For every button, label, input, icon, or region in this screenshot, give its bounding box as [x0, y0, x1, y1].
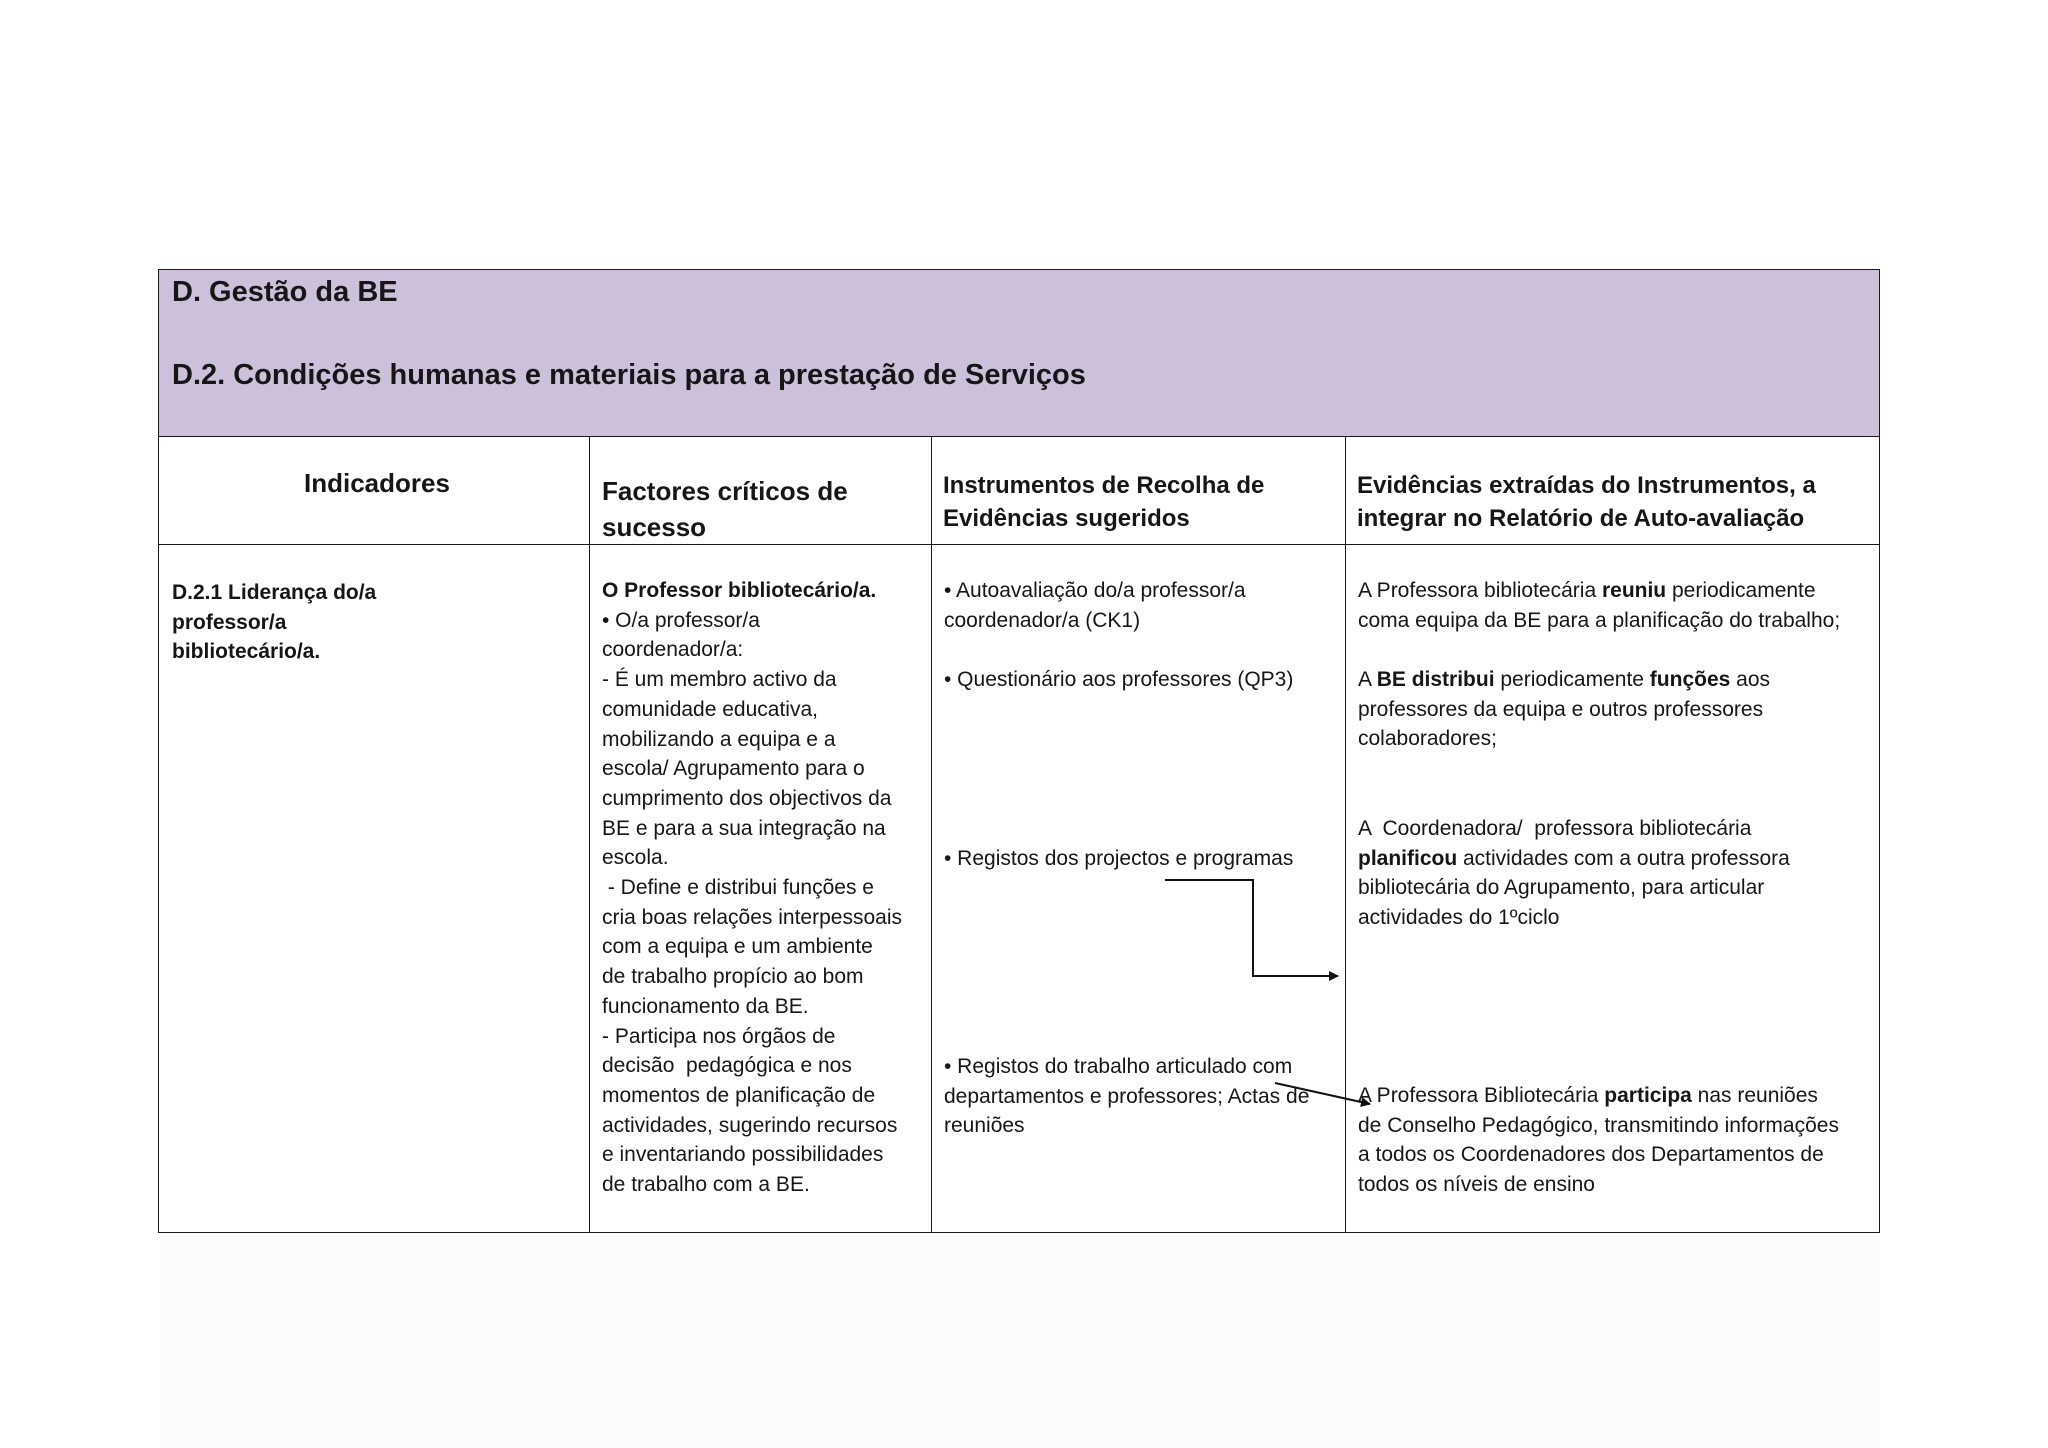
factores-line: com a equipa e um ambiente	[602, 935, 873, 959]
header-instrumentos	[943, 469, 1264, 535]
evidencia-text: A Professora bibliotecária	[1358, 579, 1602, 602]
instrumento-line: coordenador/a (CK1)	[944, 608, 1141, 632]
evidencia-line	[1358, 665, 1770, 695]
factores-line: actividades, sugerindo recursos	[602, 1113, 898, 1137]
table-body-row	[159, 545, 1879, 1232]
factores-cell	[602, 576, 902, 1200]
instrumento-item-4	[944, 1052, 1309, 1141]
evidencia-1	[1358, 576, 1840, 635]
instrumento-line: departamentos e professores; Actas de	[944, 1084, 1310, 1108]
factores-heading: O Professor bibliotecário/a.	[602, 579, 877, 602]
evidencia-line: A Coordenadora/ professora bibliotecária	[1358, 817, 1752, 840]
instrumento-item-1	[944, 576, 1246, 635]
evidencia-line: bibliotecária do Agrupamento, para articular	[1358, 876, 1765, 900]
evidencia-text: A Professora Bibliotecária	[1358, 1084, 1605, 1107]
evidencia-line	[1358, 576, 1840, 606]
header-evidencias	[1357, 469, 1816, 535]
factores-line: momentos de planificação de	[602, 1083, 876, 1107]
evidencia-emphasis: planificou	[1358, 846, 1458, 870]
instrumento-line: • Registos dos projectos e programas	[944, 847, 1294, 870]
factores-line: coordenador/a:	[602, 638, 744, 662]
header-factores-line: sucesso	[602, 512, 707, 542]
evidencia-4	[1358, 1081, 1839, 1200]
factores-line: decisão pedagógica e nos	[602, 1054, 852, 1078]
evidencia-line	[1358, 844, 1790, 874]
indicador-line: bibliotecário/a.	[172, 640, 321, 664]
header-instrumentos-line: Instrumentos de Recolha de	[943, 472, 1265, 499]
instrumento-line: • Questionário aos professores (QP3)	[944, 668, 1294, 691]
factores-line: - Define e distribui funções e	[602, 876, 874, 900]
evidencia-text: periodicamente	[1494, 668, 1650, 691]
instrumento-line: • Registos do trabalho articulado com	[944, 1055, 1293, 1078]
factores-line: comunidade educativa,	[602, 697, 818, 721]
evidencia-emphasis: reuniu	[1601, 579, 1667, 602]
evidencia-line: a todos os Coordenadores dos Departamentos de	[1358, 1143, 1824, 1167]
evidencia-line: de Conselho Pedagógico, transmitindo informações	[1358, 1113, 1839, 1137]
instrumento-line: reuniões	[944, 1114, 1025, 1138]
header-factores	[602, 473, 848, 545]
evidencia-text: nas reuniões	[1691, 1084, 1818, 1107]
instrumento-line: • Autoavaliação do/a professor/a	[944, 579, 1246, 602]
evidencia-line: actividades do 1ºciclo	[1358, 906, 1560, 930]
factores-line: cumprimento dos objectivos da	[602, 786, 892, 810]
factores-line: - É um membro activo da	[602, 668, 837, 692]
header-factores-line: Factores críticos de	[602, 476, 848, 506]
factores-line: • O/a professor/a	[602, 608, 760, 632]
section-subtitle: D.2. Condições humanas e materiais para a prestação de Serviços	[172, 359, 1086, 391]
section-title: D. Gestão da BE	[172, 276, 398, 308]
page-lower-shade	[160, 1232, 1880, 1448]
instrumento-item-2	[944, 665, 1293, 695]
factores-line: de trabalho com a BE.	[602, 1173, 810, 1197]
evidencia-text: aos	[1730, 668, 1771, 691]
factores-line: escola.	[602, 846, 669, 870]
instrumento-item-3	[944, 844, 1293, 874]
factores-line: - Participa nos órgãos de	[602, 1024, 836, 1048]
table-header-row	[159, 437, 1879, 545]
header-indicadores: Indicadores	[304, 468, 450, 498]
evidencia-text: actividades com a outra professora	[1457, 846, 1790, 870]
factores-line: escola/ Agrupamento para o	[602, 757, 865, 781]
factores-line: BE e para a sua integração na	[602, 816, 886, 840]
header-evidencias-line: integrar no Relatório de Auto-avaliação	[1357, 505, 1805, 532]
factores-line: cria boas relações interpessoais	[602, 905, 902, 929]
indicador-line: D.2.1 Liderança do/a	[172, 581, 377, 604]
indicador-line: professor/a	[172, 610, 287, 634]
evidencia-line: coma equipa da BE para a planificação do trabalho;	[1358, 608, 1841, 632]
evidencia-line: professores da equipa e outros professores	[1358, 697, 1764, 721]
evidencia-emphasis: BE distribui	[1376, 668, 1495, 691]
evaluation-table	[158, 269, 1880, 1233]
evidencia-line	[1358, 1081, 1839, 1111]
factores-line: funcionamento da BE.	[602, 994, 809, 1018]
evidencia-line: todos os níveis de ensino	[1358, 1173, 1595, 1197]
evidencia-emphasis: funções	[1649, 668, 1731, 691]
evidencia-line: colaboradores;	[1358, 727, 1497, 751]
title-band	[159, 270, 1879, 437]
evidencia-3	[1358, 814, 1790, 933]
evidencia-2	[1358, 665, 1770, 754]
evidencia-emphasis: participa	[1604, 1084, 1692, 1107]
header-evidencias-line: Evidências extraídas do Instrumentos, a	[1357, 472, 1816, 499]
evidencia-text: A	[1358, 668, 1377, 691]
evidencia-text: periodicamente	[1666, 579, 1816, 602]
indicador-cell	[172, 578, 376, 667]
factores-line: e inventariando possibilidades	[602, 1143, 884, 1167]
factores-line: mobilizando a equipa e a	[602, 727, 836, 751]
header-instrumentos-line: Evidências sugeridos	[943, 505, 1190, 532]
factores-line: de trabalho propício ao bom	[602, 965, 864, 989]
